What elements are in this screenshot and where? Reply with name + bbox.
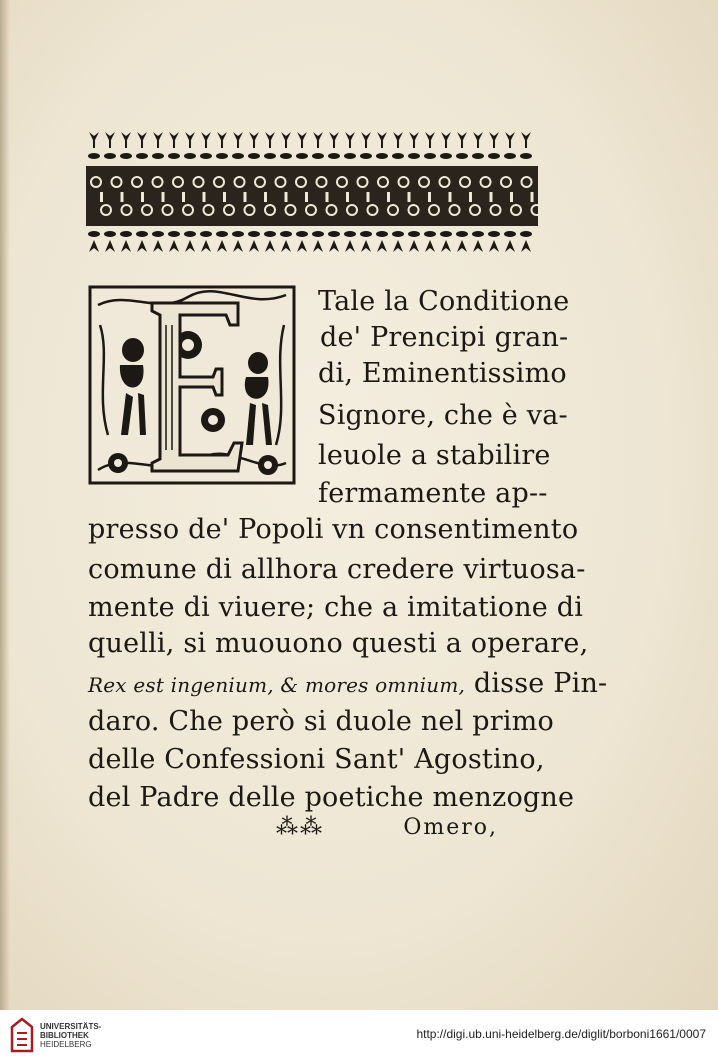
- source-url-link[interactable]: http://digi.ub.uni-heidelberg.de/diglit/borboni1661/0007: [416, 1027, 706, 1041]
- text-line-12: daro. Che però si duole nel primo: [88, 706, 554, 737]
- footer-bar: [0, 1010, 718, 1061]
- text-line-5: leuole a stabilire: [318, 440, 551, 471]
- signature-mark: ⁂⁂: [276, 815, 324, 840]
- library-logo-icon: [10, 1017, 34, 1053]
- latin-quotation: Rex est ingenium, & mores omnium,: [88, 673, 466, 697]
- text-line-4: Signore, che è va-: [318, 400, 568, 431]
- catchword: Omero,: [403, 815, 498, 840]
- ornamental-headpiece: [86, 128, 538, 256]
- text-line-6: fermamente ap--: [318, 478, 548, 509]
- institution-line-1: UNIVERSITÄTS-: [40, 1022, 102, 1031]
- institution-name: [40, 1022, 101, 1049]
- text-line-1: Tale la Conditione: [318, 286, 570, 317]
- text-line-3: di, Eminentissimo: [318, 358, 567, 389]
- text-line-11-rest: disse Pin-: [465, 668, 608, 699]
- text-line-14: del Padre delle poetiche menzogne: [88, 782, 575, 813]
- text-line-13: delle Confessioni Sant' Agostino,: [88, 744, 545, 775]
- text-line-11: [88, 668, 608, 699]
- text-line-2: de' Prencipi gran-: [320, 322, 569, 353]
- institution-line-2: BIBLIOTHEK: [40, 1031, 89, 1040]
- text-line-10: quelli, si muouono questi a operare,: [88, 628, 589, 659]
- text-line-9: mente di viuere; che a imitatione di: [88, 592, 584, 623]
- decorated-initial-letter: [88, 285, 296, 485]
- text-line-8: comune di allhora credere virtuosa-: [88, 554, 586, 585]
- text-line-7: presso de' Popoli vn consentimento: [88, 514, 579, 545]
- institution-line-3: HEIDELBERG: [40, 1040, 92, 1049]
